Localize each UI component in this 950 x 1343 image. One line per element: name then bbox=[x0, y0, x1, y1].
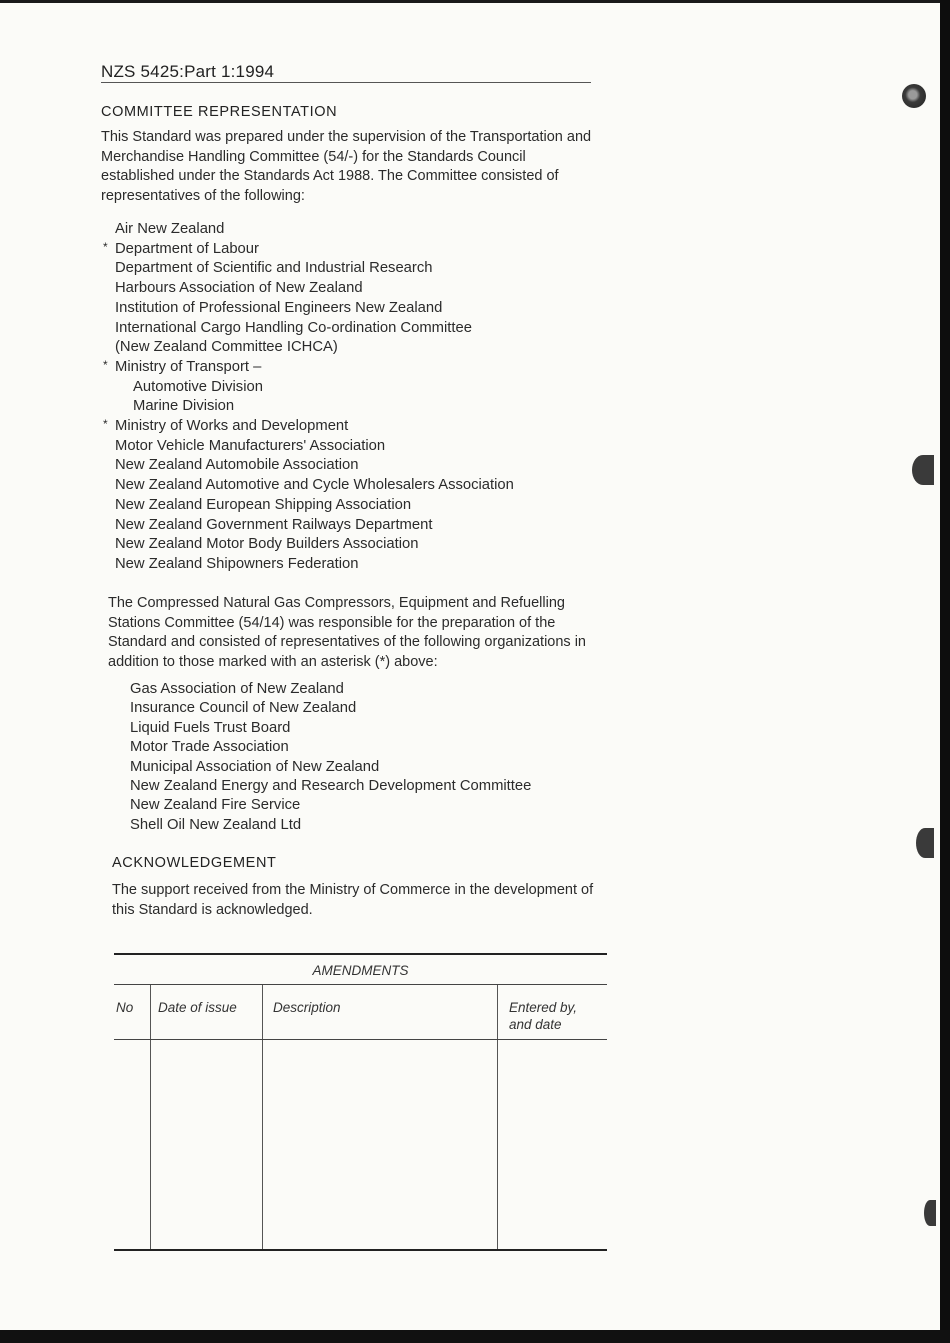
punch-hole-icon bbox=[916, 828, 934, 858]
column-header-entered bbox=[509, 999, 599, 1033]
list-item-text: Department of Labour bbox=[115, 240, 259, 257]
list-item: Liquid Fuels Trust Board bbox=[130, 719, 291, 736]
list-item-text: Motor Vehicle Manufacturers' Association bbox=[115, 437, 386, 454]
list-item: Gas Association of New Zealand bbox=[130, 681, 344, 697]
committee-heading: COMMITTEE REPRESENTATION bbox=[101, 104, 338, 120]
list-item bbox=[103, 299, 514, 319]
list-item bbox=[103, 279, 514, 299]
list-item: New Zealand Energy and Research Development Committee bbox=[130, 778, 532, 795]
list-item-text: Air New Zealand bbox=[115, 221, 225, 237]
list-item-text: (New Zealand Committee ICHCA) bbox=[115, 339, 338, 356]
column-divider bbox=[150, 985, 151, 1249]
subcommittee-member-list bbox=[118, 680, 531, 835]
asterisk-marker: * bbox=[103, 239, 108, 254]
list-item-text: New Zealand Motor Body Builders Association bbox=[115, 536, 419, 553]
list-item: New Zealand Fire Service bbox=[130, 797, 301, 814]
committee-member-list bbox=[103, 220, 514, 575]
list-item bbox=[103, 358, 514, 378]
list-item bbox=[103, 496, 514, 516]
list-item bbox=[103, 240, 514, 260]
list-item-text: Institution of Professional Engineers New Zealand bbox=[115, 299, 443, 316]
punch-hole-icon bbox=[912, 455, 934, 485]
header-rule bbox=[101, 82, 591, 83]
acknowledgement-heading: ACKNOWLEDGEMENT bbox=[112, 855, 277, 871]
list-item bbox=[103, 259, 514, 279]
list-item-text: Automotive Division bbox=[133, 378, 263, 395]
list-item-text: Marine Division bbox=[133, 398, 235, 415]
list-item bbox=[103, 535, 514, 555]
list-item-text: Harbours Association of New Zealand bbox=[115, 280, 363, 297]
list-item bbox=[103, 476, 514, 496]
list-item bbox=[103, 319, 514, 339]
committee-intro: This Standard was prepared under the supervision of the Transportation and Merchandise Handling Committee (54/-) for the Standards Council established under the Standards Act 1988. The Committee consisted of representatives of the following: bbox=[101, 129, 592, 204]
list-item bbox=[103, 516, 514, 536]
list-item-text: New Zealand European Shipping Association bbox=[115, 496, 412, 513]
list-item bbox=[103, 437, 514, 457]
scan-bottom-edge bbox=[0, 1330, 950, 1343]
list-item bbox=[103, 220, 514, 240]
column-header-entered-line1: Entered by, bbox=[509, 1000, 578, 1015]
list-item: Motor Trade Association bbox=[130, 739, 289, 756]
list-item-text: Ministry of Works and Development bbox=[115, 418, 349, 435]
column-header-entered-line2: and date bbox=[509, 1017, 562, 1032]
column-header-description: Description bbox=[273, 1000, 341, 1015]
list-item: Shell Oil New Zealand Ltd bbox=[130, 816, 302, 833]
table-rule bbox=[114, 984, 607, 985]
column-header-date: Date of issue bbox=[158, 1000, 237, 1015]
list-item-text: Ministry of Transport – bbox=[115, 358, 262, 375]
scan-top-edge bbox=[0, 0, 950, 3]
list-item bbox=[103, 338, 514, 358]
punch-hole-icon bbox=[924, 1200, 936, 1226]
list-item bbox=[103, 417, 514, 437]
asterisk-marker: * bbox=[103, 357, 108, 372]
punch-hole-icon bbox=[902, 84, 926, 108]
document-id: NZS 5425:Part 1:1994 bbox=[101, 62, 275, 81]
list-item-text: New Zealand Government Railways Department bbox=[115, 516, 433, 533]
list-item bbox=[103, 456, 514, 476]
amendments-table bbox=[114, 953, 607, 1251]
list-item-text: International Cargo Handling Co-ordination Committee bbox=[115, 319, 472, 336]
list-item bbox=[103, 397, 514, 417]
subcommittee-intro: The Compressed Natural Gas Compressors, Equipment and Refuelling Stations Committee (54/14) was responsible for the preparation of the Standard and consisted of representatives of the following organizations in addition to those marked with an asterisk (*) above: bbox=[108, 595, 586, 670]
scan-right-edge bbox=[940, 0, 950, 1343]
table-rule bbox=[114, 953, 607, 955]
column-divider bbox=[497, 985, 498, 1249]
column-divider bbox=[262, 985, 263, 1249]
table-rule bbox=[114, 1039, 607, 1040]
asterisk-marker: * bbox=[103, 417, 108, 432]
list-item bbox=[103, 555, 514, 575]
table-rule bbox=[114, 1249, 607, 1251]
list-item: Insurance Council of New Zealand bbox=[130, 700, 357, 717]
list-item: Municipal Association of New Zealand bbox=[130, 758, 380, 775]
list-item-text: Department of Scientific and Industrial Research bbox=[115, 260, 433, 277]
acknowledgement-text: The support received from the Ministry of Commerce in the development of this Standard is acknowledged. bbox=[112, 882, 594, 918]
list-item-text: New Zealand Shipowners Federation bbox=[115, 555, 359, 572]
column-header-no: No bbox=[116, 1000, 134, 1015]
list-item bbox=[103, 378, 514, 398]
amendments-title: AMENDMENTS bbox=[312, 963, 409, 978]
list-item-text: New Zealand Automobile Association bbox=[115, 457, 359, 474]
list-item-text: New Zealand Automotive and Cycle Wholesalers Association bbox=[115, 477, 514, 494]
